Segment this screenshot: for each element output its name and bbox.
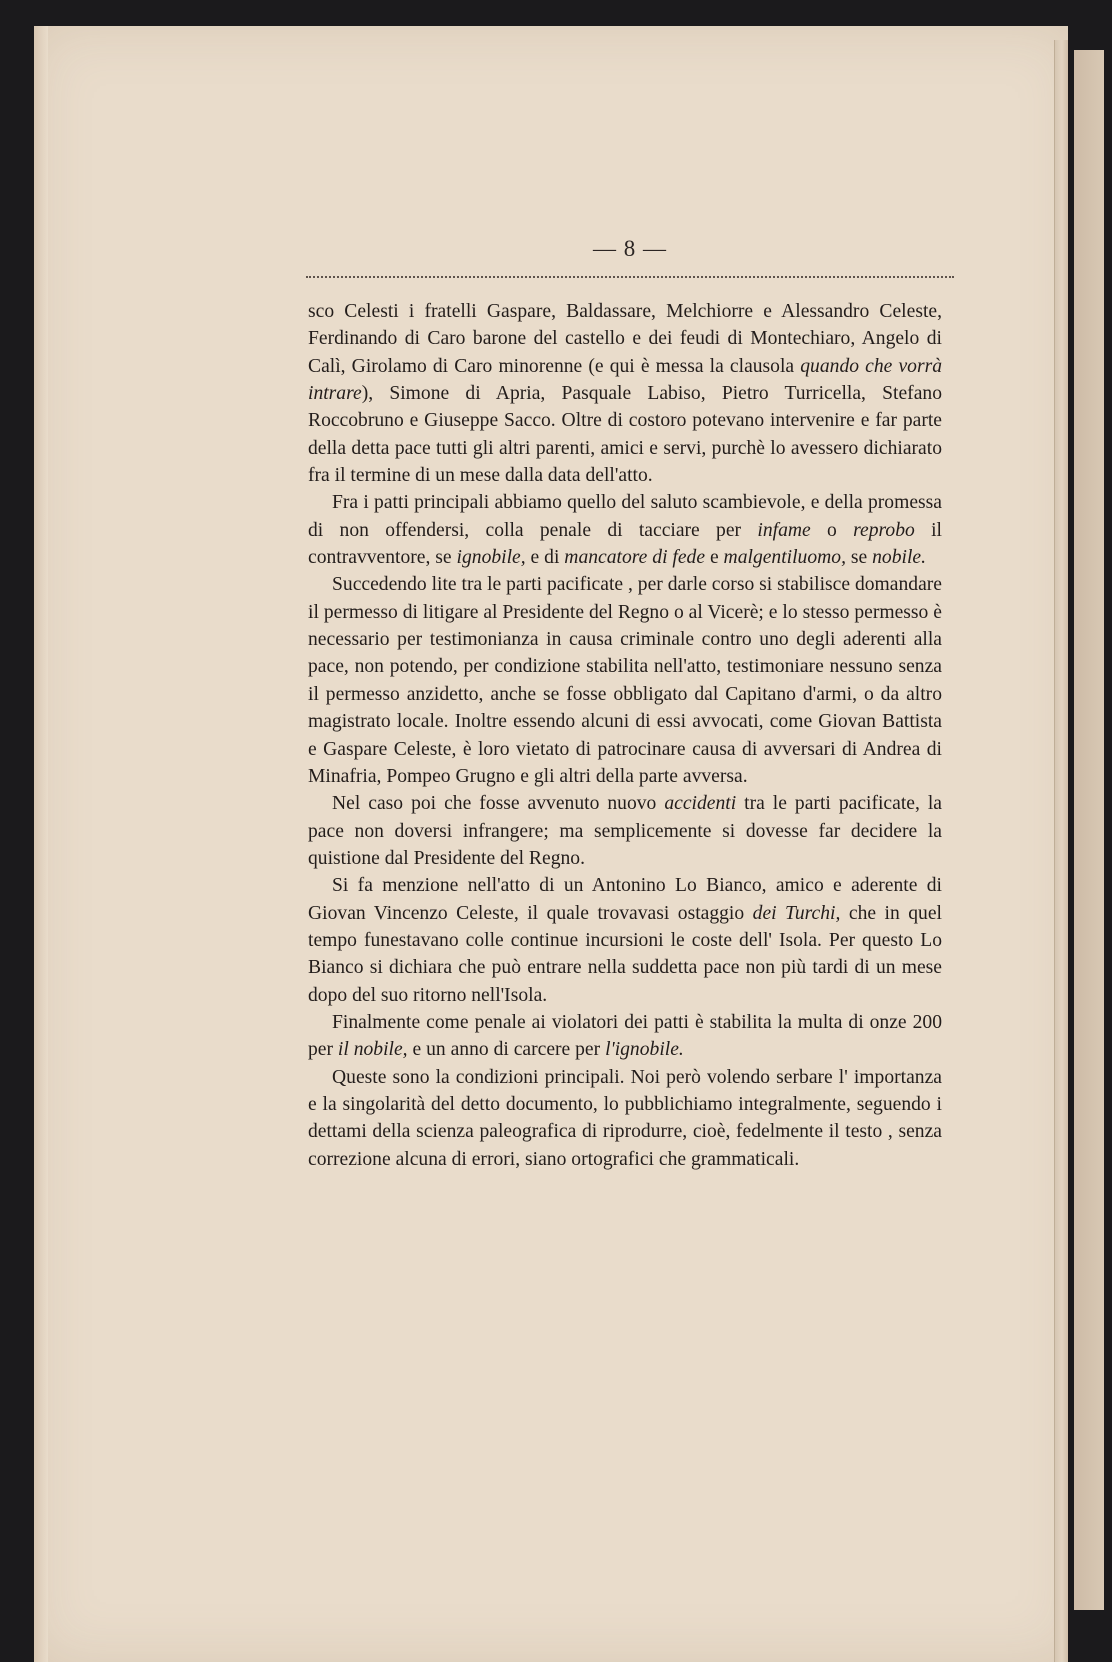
text-run: se (846, 547, 873, 569)
page-number: — 8 — (593, 236, 667, 261)
italic-text: dei Turchi, (752, 902, 841, 924)
text-run: e (705, 547, 724, 569)
italic-text: infame (757, 519, 811, 541)
text-run: Succedendo lite tra le parti pacificate , per darle corso si stabilisce domandare il permesso di litigare al Presidente del Regno o al Vicerè; e lo stesso permesso è necessario per testimonianza in causa criminale contro uno degli aderenti alla pace, non potendo, per condizione stabilita nell'atto, testimoniare nessuno senza il permesso anzidetto, anche se fosse obbligato dal Capitano d'armi, o da altro magistrato locale. Inoltre essendo alcuni di essi avvocati, come Giovan Battista e Gaspare Celeste, è loro vietato di patrocinare causa di avversari di Andrea di Minafria, Pompeo Grugno e gli altri della parte avversa. (308, 574, 942, 787)
next-page-edge (1074, 50, 1104, 1610)
paragraph (308, 790, 942, 872)
text-run: tra le parti pacificate, la pace non doversi infrangere; ma semplicemente si dovesse far decidere la quistione dal Presidente del Regno. (308, 793, 942, 869)
paragraph (308, 489, 942, 571)
paragraph (308, 298, 942, 489)
text-run: che in quel tempo funestavano colle continue incursioni le coste dell' Isola. Per questo Lo Bianco si dichiara che può entrare nella suddetta pace non più tardi di un mese dopo del suo ritorno nell'Isola. (308, 902, 942, 1006)
italic-text: reprobo (853, 519, 915, 541)
italic-text: quando che vorrà intrare (308, 355, 942, 405)
text-run: Finalmente come penale ai violatori dei patti è stabilita la multa di onze 200 per (308, 1011, 942, 1061)
paragraph (308, 1064, 942, 1173)
italic-text: l'ignobile. (605, 1039, 684, 1061)
italic-text: nobile. (872, 547, 926, 569)
text-run: Nel caso poi che fosse avvenuto nuovo (332, 793, 665, 815)
body-text (308, 298, 942, 1173)
italic-text: mancatore di fede (564, 547, 706, 569)
italic-text: il nobile, (337, 1039, 408, 1061)
text-run: e di (525, 547, 565, 569)
header-rule (306, 276, 954, 278)
paragraph (308, 872, 942, 1009)
text-run: il contravventore, se (308, 519, 943, 569)
italic-text: ignobile, (456, 547, 526, 569)
paragraph (308, 1009, 942, 1064)
italic-text: malgentiluomo, (723, 547, 846, 569)
text-run: e un anno di carcere per (407, 1039, 606, 1061)
paragraph (308, 571, 942, 790)
text-run: Fra i patti principali abbiamo quello del saluto scambievole, e della promessa di non offendersi, colla penale di tacciare per (308, 492, 942, 541)
text-run: Queste sono la condizioni principali. Noi però volendo serbare l' importanza e la singolarità del detto documento, lo pubblichiamo integralmente, seguendo i dettami della scienza paleografica di riprodurre, cioè, fedelmente il testo , senza correzione alcuna di errori, siano ortografici che grammaticali. (308, 1066, 942, 1170)
text-run: sco Celesti i fratelli Gaspare, Baldassare, Melchiorre e Alessandro Celeste, Ferdinando di Caro barone del castello e dei feudi di Montechiaro, Angelo di Calì, Girolamo di Caro minorenne (e qui è messa la clausola (308, 301, 942, 377)
text-run: ), Simone di Apria, Pasquale Labiso, Pietro Turricella, Stefano Roccobruno e Giuseppe Sacco. Oltre di costoro potevano intervenire e far parte della detta pace tutti gli altri parenti, amici e servi, purchè lo avessero dichiarato fra il termine di un mese dalla data dell'atto. (308, 383, 942, 487)
text-run: o (810, 519, 854, 541)
italic-text: accidenti (664, 793, 737, 815)
page-edge (1054, 40, 1069, 1662)
text-run: Si fa menzione nell'atto di un Antonino Lo Bianco, amico e aderente di Giovan Vincenzo Celeste, il quale trovavasi ostaggio (308, 875, 942, 924)
